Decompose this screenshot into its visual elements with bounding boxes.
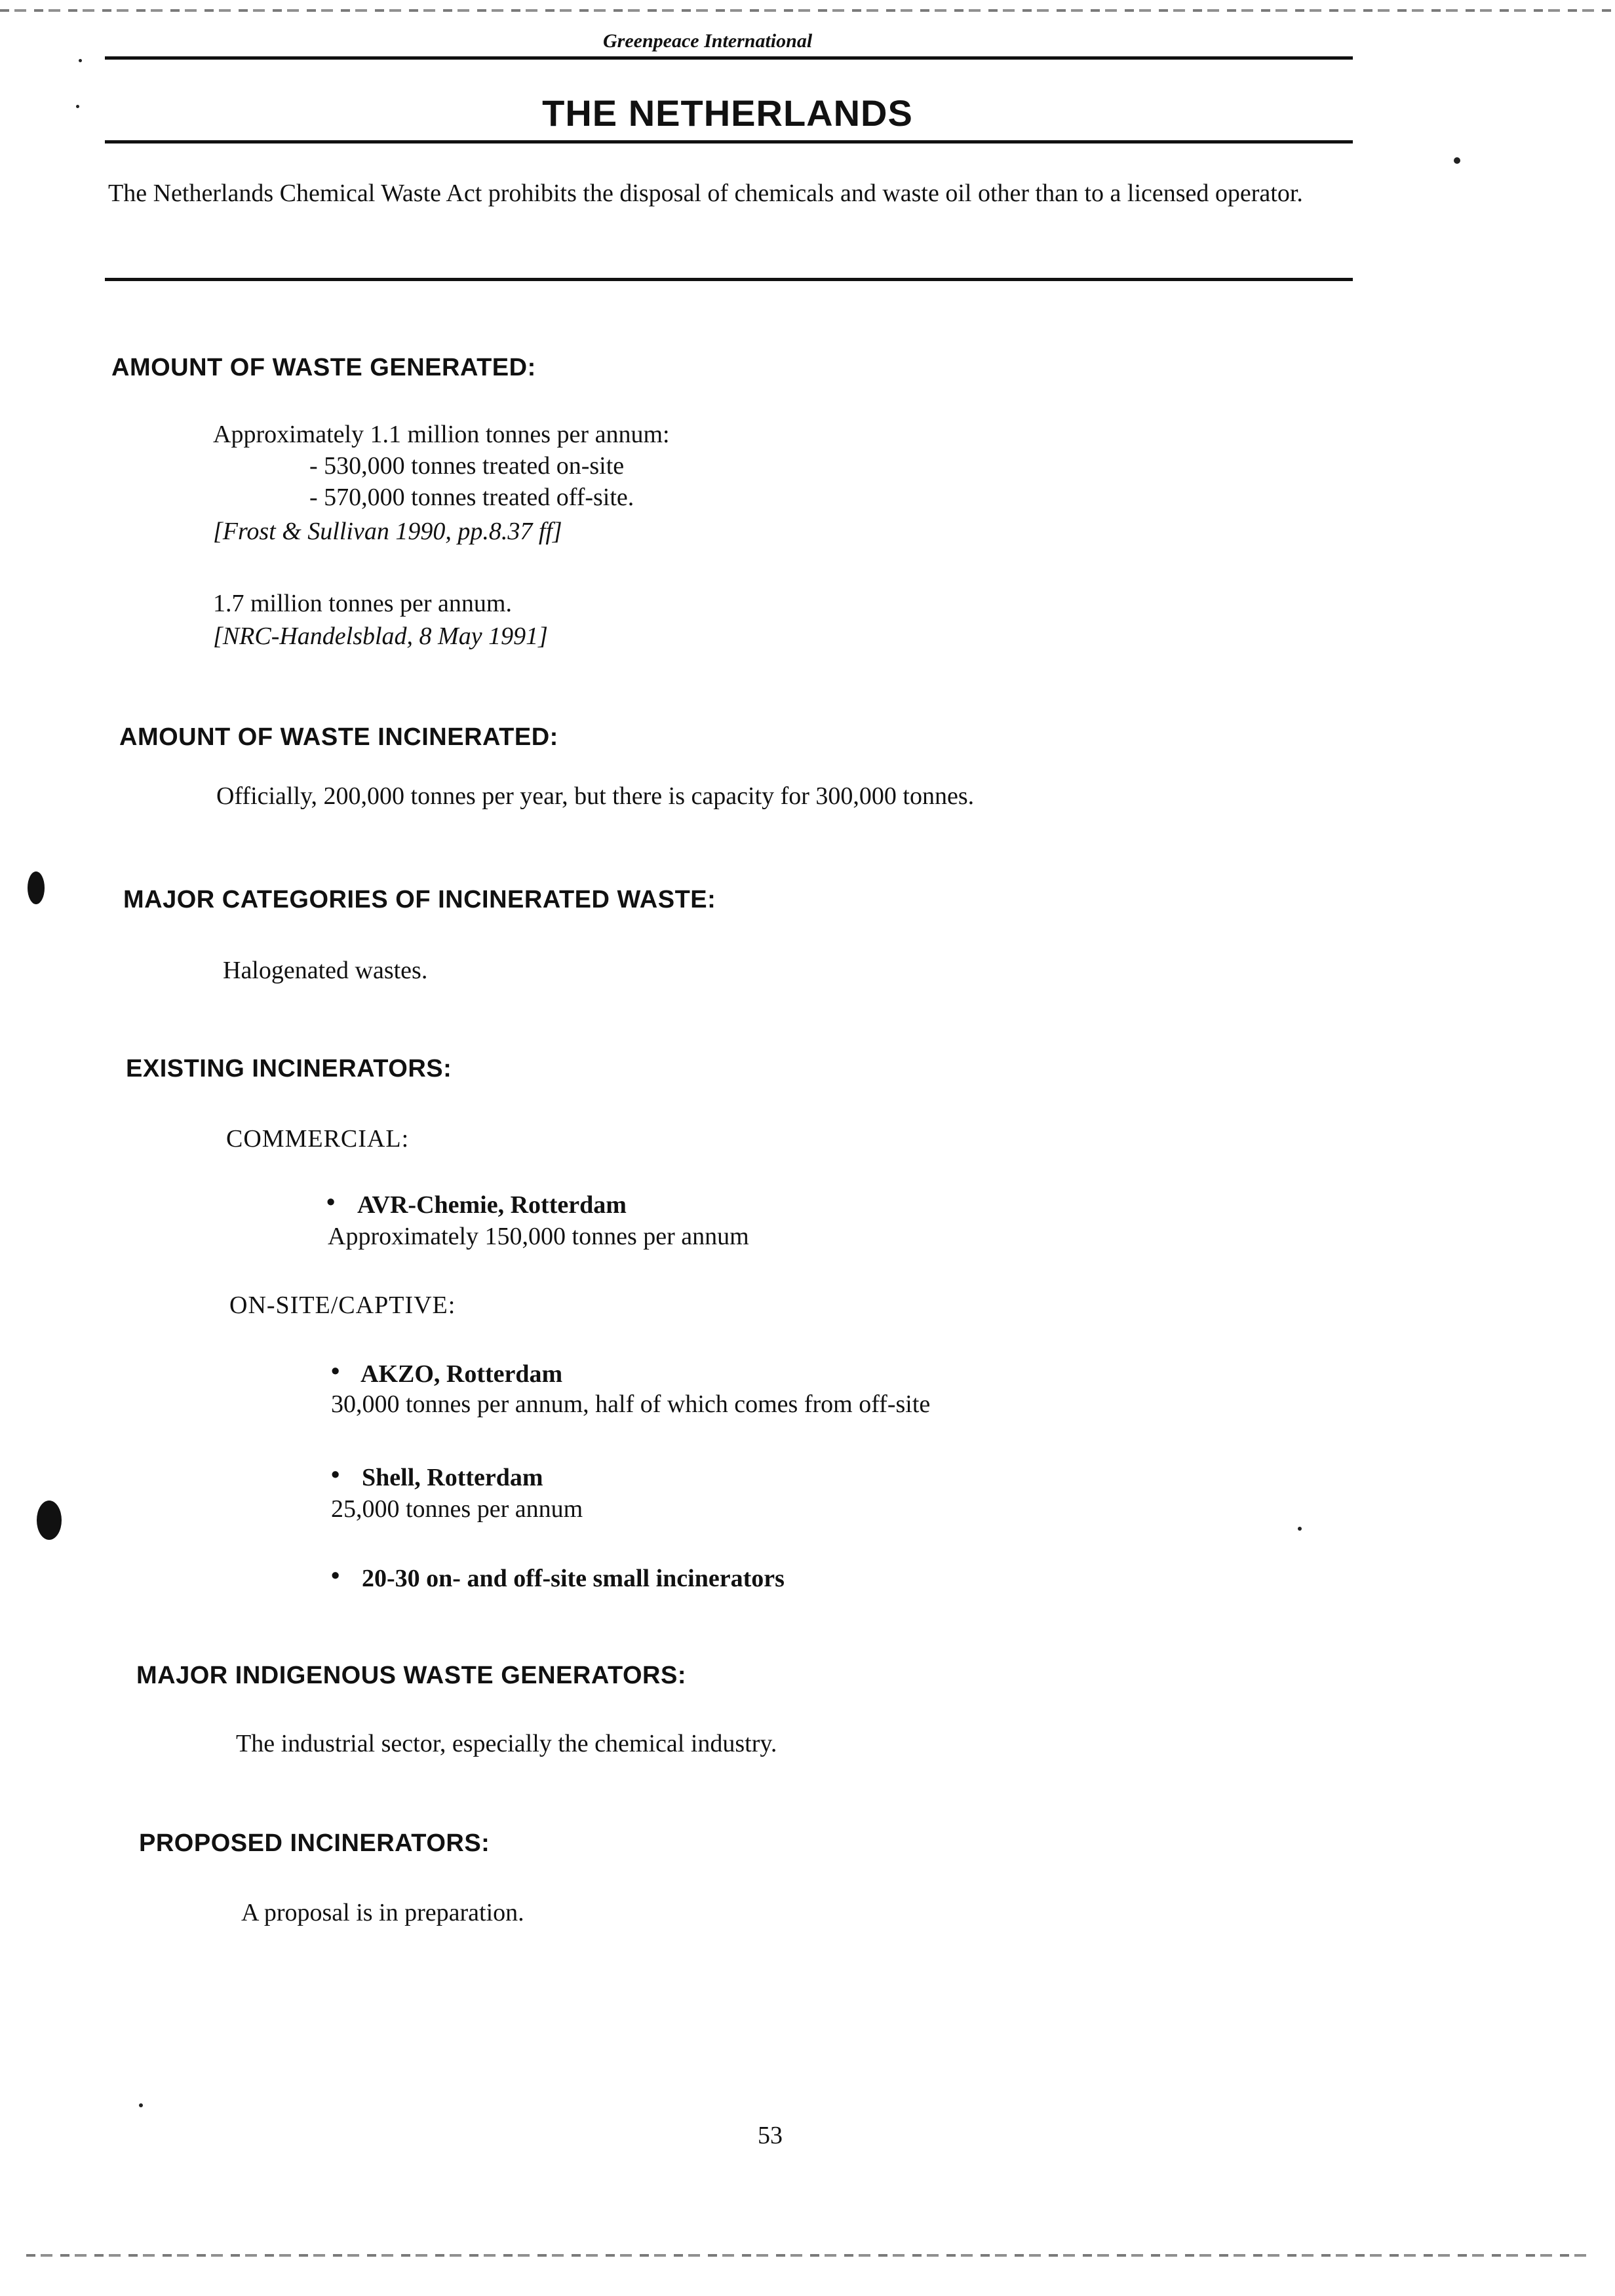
- generated-line-2: 1.7 million tonnes per annum.: [213, 590, 512, 617]
- intro-paragraph: The Netherlands Chemical Waste Act prohibits the disposal of chemicals and waste oil other than to a licensed operator.: [108, 180, 1303, 207]
- akzo-incinerator-detail: 30,000 tonnes per annum, half of which comes from off-site: [331, 1390, 931, 1418]
- divider: [105, 140, 1353, 144]
- generated-citation-1: [Frost & Sullivan 1990, pp.8.37 ff]: [213, 518, 562, 545]
- section-heading-amount-generated: AMOUNT OF WASTE GENERATED:: [111, 354, 536, 381]
- bullet-icon: •: [331, 1358, 340, 1385]
- commercial-incinerator-name: AVR-Chemie, Rotterdam: [357, 1191, 627, 1219]
- page-title: THE NETHERLANDS: [542, 92, 913, 134]
- bullet-icon: •: [326, 1189, 336, 1216]
- incinerated-text: Officially, 200,000 tonnes per year, but there is capacity for 300,000 tonnes.: [216, 782, 975, 810]
- punch-hole-mark: [37, 1501, 62, 1540]
- divider: [105, 56, 1353, 60]
- shell-incinerator-detail: 25,000 tonnes per annum: [331, 1495, 583, 1523]
- bullet-icon: •: [331, 1562, 340, 1590]
- shell-incinerator-name: Shell, Rotterdam: [362, 1464, 543, 1491]
- scan-noise-bottom: [26, 2254, 1593, 2257]
- generated-line-1: Approximately 1.1 million tonnes per annum:: [213, 421, 670, 448]
- page-number: 53: [758, 2122, 783, 2149]
- divider: [105, 278, 1353, 281]
- commercial-label: COMMERCIAL:: [226, 1125, 410, 1153]
- section-heading-major-generators: MAJOR INDIGENOUS WASTE GENERATORS:: [136, 1662, 686, 1689]
- section-heading-major-categories: MAJOR CATEGORIES OF INCINERATED WASTE:: [123, 886, 716, 913]
- akzo-incinerator-name: AKZO, Rotterdam: [360, 1360, 563, 1388]
- organization-header: Greenpeace International: [603, 30, 813, 52]
- generated-bullet-1: - 530,000 tonnes treated on-site: [309, 452, 625, 480]
- scan-speck: [79, 59, 82, 62]
- section-heading-amount-incinerated: AMOUNT OF WASTE INCINERATED:: [119, 723, 558, 751]
- scan-speck: [1298, 1527, 1302, 1531]
- generated-bullet-2: - 570,000 tonnes treated off-site.: [309, 484, 634, 511]
- proposed-text: A proposal is in preparation.: [241, 1899, 524, 1926]
- scan-speck: [139, 2103, 143, 2107]
- categories-text: Halogenated wastes.: [223, 957, 428, 984]
- small-incinerators: 20-30 on- and off-site small incinerators: [362, 1565, 785, 1592]
- generators-text: The industrial sector, especially the chemical industry.: [236, 1730, 777, 1757]
- section-heading-proposed-incinerators: PROPOSED INCINERATORS:: [139, 1829, 490, 1857]
- commercial-incinerator-detail: Approximately 150,000 tonnes per annum: [328, 1223, 749, 1250]
- onsite-captive-label: ON-SITE/CAPTIVE:: [229, 1292, 456, 1319]
- scan-speck: [1454, 157, 1460, 164]
- section-heading-existing-incinerators: EXISTING INCINERATORS:: [126, 1055, 452, 1082]
- scan-noise-top: [0, 9, 1615, 12]
- generated-citation-2: [NRC-Handelsblad, 8 May 1991]: [213, 622, 548, 650]
- punch-hole-mark: [28, 871, 45, 904]
- bullet-icon: •: [331, 1461, 340, 1489]
